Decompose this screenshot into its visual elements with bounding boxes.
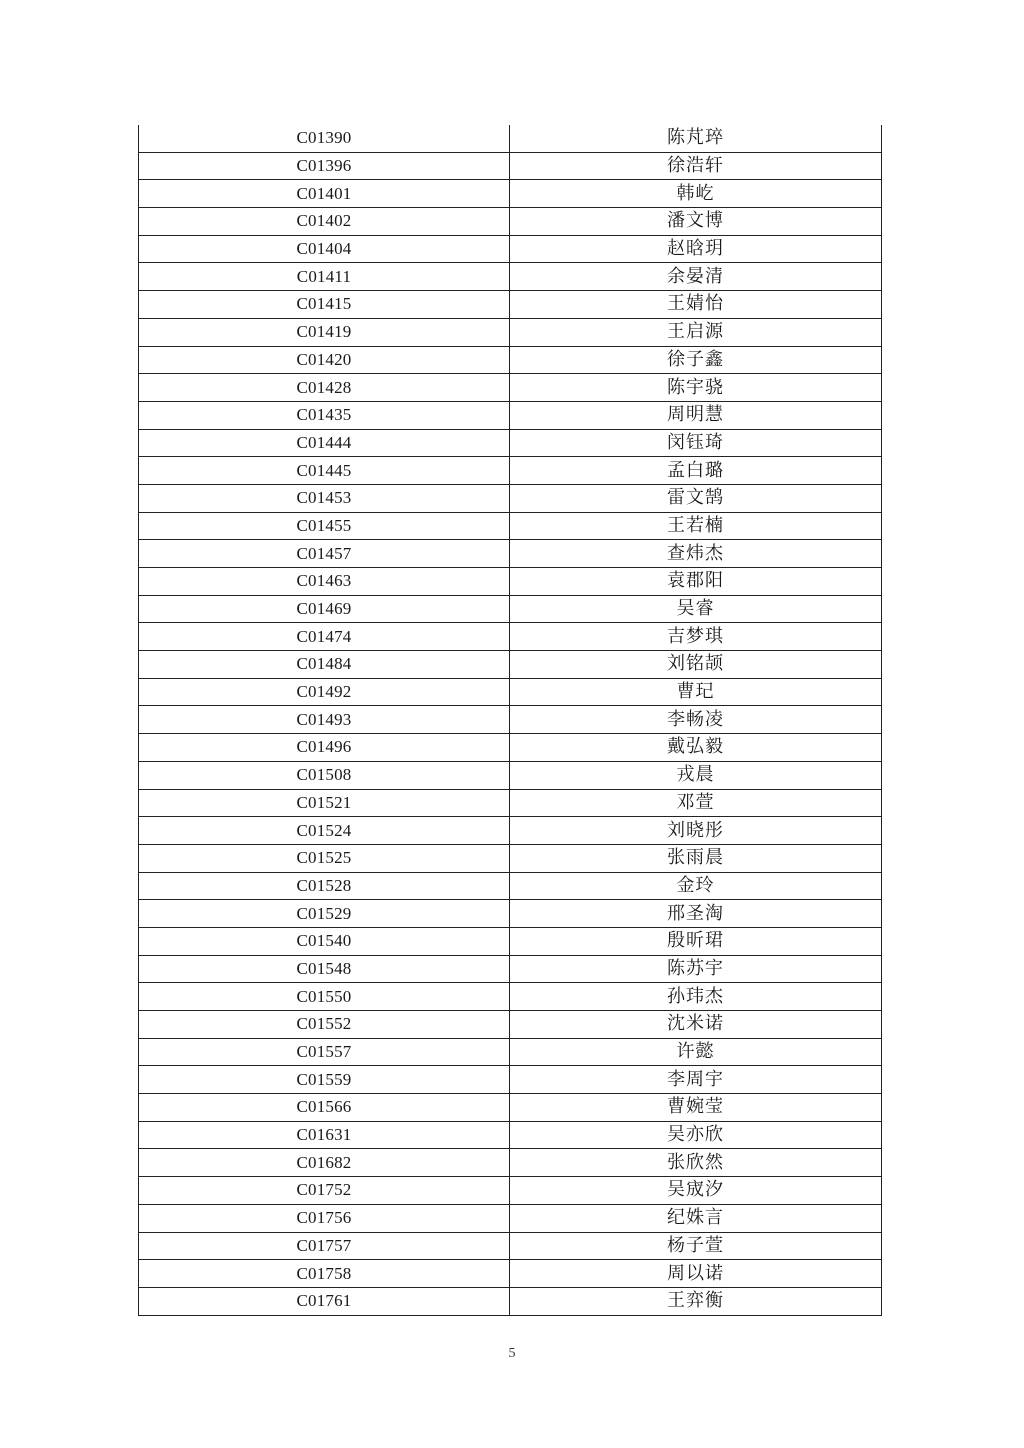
candidate-id-cell: C01496 <box>139 734 510 762</box>
roster-table-body <box>139 125 882 1315</box>
table-row <box>139 706 882 734</box>
candidate-name-cell: 许懿 <box>510 1038 882 1066</box>
candidate-name-cell: 金玲 <box>510 872 882 900</box>
table-row <box>139 346 882 374</box>
candidate-id-cell: C01529 <box>139 900 510 928</box>
candidate-name-cell: 陈芃琗 <box>510 125 882 152</box>
table-row <box>139 540 882 568</box>
table-row <box>139 651 882 679</box>
table-row <box>139 152 882 180</box>
candidate-id-cell: C01492 <box>139 678 510 706</box>
candidate-name-cell: 吴宬汐 <box>510 1177 882 1205</box>
candidate-name-cell: 邓萱 <box>510 789 882 817</box>
table-row <box>139 1232 882 1260</box>
candidate-name-cell: 周以诺 <box>510 1260 882 1288</box>
candidate-name-cell: 曹婉莹 <box>510 1094 882 1122</box>
candidate-id-cell: C01463 <box>139 568 510 596</box>
candidate-name-cell: 杨子萱 <box>510 1232 882 1260</box>
table-row <box>139 1149 882 1177</box>
candidate-name-cell: 孟白璐 <box>510 457 882 485</box>
candidate-name-cell: 李畅凌 <box>510 706 882 734</box>
candidate-id-cell: C01521 <box>139 789 510 817</box>
candidate-name-cell: 周明慧 <box>510 401 882 429</box>
candidate-id-cell: C01631 <box>139 1121 510 1149</box>
table-row <box>139 429 882 457</box>
table-row <box>139 1287 882 1315</box>
candidate-id-cell: C01390 <box>139 125 510 152</box>
table-row <box>139 318 882 346</box>
candidate-name-cell: 陈宇骁 <box>510 374 882 402</box>
table-row <box>139 595 882 623</box>
candidate-id-cell: C01757 <box>139 1232 510 1260</box>
page-number: 5 <box>508 1346 516 1361</box>
candidate-id-cell: C01525 <box>139 844 510 872</box>
candidate-id-cell: C01444 <box>139 429 510 457</box>
candidate-name-cell: 曹玘 <box>510 678 882 706</box>
candidate-id-cell: C01411 <box>139 263 510 291</box>
candidate-name-cell: 韩屹 <box>510 180 882 208</box>
table-row <box>139 457 882 485</box>
candidate-id-cell: C01557 <box>139 1038 510 1066</box>
candidate-id-cell: C01419 <box>139 318 510 346</box>
candidate-name-cell: 戴弘毅 <box>510 734 882 762</box>
candidate-id-cell: C01566 <box>139 1094 510 1122</box>
table-row <box>139 374 882 402</box>
candidate-id-cell: C01552 <box>139 1011 510 1039</box>
table-row <box>139 844 882 872</box>
candidate-name-cell: 张雨晨 <box>510 844 882 872</box>
candidate-name-cell: 吴睿 <box>510 595 882 623</box>
table-row <box>139 761 882 789</box>
table-row <box>139 125 882 152</box>
table-row <box>139 900 882 928</box>
candidate-name-cell: 张欣然 <box>510 1149 882 1177</box>
candidate-name-cell: 戎晨 <box>510 761 882 789</box>
candidate-name-cell: 王婧怡 <box>510 291 882 319</box>
candidate-id-cell: C01540 <box>139 927 510 955</box>
table-row <box>139 983 882 1011</box>
table-row <box>139 235 882 263</box>
candidate-name-cell: 刘晓彤 <box>510 817 882 845</box>
candidate-id-cell: C01401 <box>139 180 510 208</box>
candidate-name-cell: 余晏清 <box>510 263 882 291</box>
candidate-name-cell: 殷昕珺 <box>510 927 882 955</box>
table-row <box>139 927 882 955</box>
candidate-name-cell: 王若楠 <box>510 512 882 540</box>
candidate-id-cell: C01559 <box>139 1066 510 1094</box>
candidate-id-cell: C01415 <box>139 291 510 319</box>
candidate-name-cell: 吉梦琪 <box>510 623 882 651</box>
candidate-id-cell: C01758 <box>139 1260 510 1288</box>
table-row <box>139 401 882 429</box>
candidate-id-cell: C01508 <box>139 761 510 789</box>
candidate-id-cell: C01455 <box>139 512 510 540</box>
table-row <box>139 263 882 291</box>
candidate-id-cell: C01528 <box>139 872 510 900</box>
candidate-id-cell: C01396 <box>139 152 510 180</box>
candidate-name-cell: 潘文博 <box>510 208 882 236</box>
table-row <box>139 678 882 706</box>
table-row <box>139 1121 882 1149</box>
candidate-name-cell: 刘铭颉 <box>510 651 882 679</box>
table-row <box>139 291 882 319</box>
table-row <box>139 208 882 236</box>
candidate-id-cell: C01550 <box>139 983 510 1011</box>
candidate-id-cell: C01752 <box>139 1177 510 1205</box>
candidate-id-cell: C01420 <box>139 346 510 374</box>
table-row <box>139 1204 882 1232</box>
candidate-id-cell: C01761 <box>139 1287 510 1315</box>
candidate-name-cell: 王启源 <box>510 318 882 346</box>
candidate-id-cell: C01404 <box>139 235 510 263</box>
candidate-id-cell: C01453 <box>139 484 510 512</box>
candidate-id-cell: C01682 <box>139 1149 510 1177</box>
table-row <box>139 1066 882 1094</box>
table-row <box>139 1038 882 1066</box>
table-row <box>139 1094 882 1122</box>
candidate-name-cell: 查炜杰 <box>510 540 882 568</box>
candidate-id-cell: C01756 <box>139 1204 510 1232</box>
table-row <box>139 789 882 817</box>
table-row <box>139 1177 882 1205</box>
candidate-name-cell: 吴亦欣 <box>510 1121 882 1149</box>
candidate-name-cell: 袁郡阳 <box>510 568 882 596</box>
candidate-name-cell: 闵钰琦 <box>510 429 882 457</box>
table-row <box>139 568 882 596</box>
table-row <box>139 180 882 208</box>
candidate-name-cell: 徐浩轩 <box>510 152 882 180</box>
candidate-id-cell: C01484 <box>139 651 510 679</box>
candidate-id-cell: C01435 <box>139 401 510 429</box>
candidate-name-cell: 李周宇 <box>510 1066 882 1094</box>
table-row <box>139 623 882 651</box>
candidate-name-cell: 徐子鑫 <box>510 346 882 374</box>
candidate-id-cell: C01474 <box>139 623 510 651</box>
candidate-id-cell: C01457 <box>139 540 510 568</box>
table-row <box>139 734 882 762</box>
candidate-id-cell: C01524 <box>139 817 510 845</box>
roster-table <box>138 125 882 1316</box>
candidate-name-cell: 王弈衡 <box>510 1287 882 1315</box>
candidate-id-cell: C01445 <box>139 457 510 485</box>
candidate-name-cell: 邢圣淘 <box>510 900 882 928</box>
candidate-id-cell: C01469 <box>139 595 510 623</box>
candidate-id-cell: C01428 <box>139 374 510 402</box>
table-row <box>139 955 882 983</box>
roster-table-container <box>138 125 879 1316</box>
candidate-id-cell: C01402 <box>139 208 510 236</box>
candidate-name-cell: 纪姝言 <box>510 1204 882 1232</box>
candidate-id-cell: C01548 <box>139 955 510 983</box>
candidate-name-cell: 雷文鹄 <box>510 484 882 512</box>
candidate-name-cell: 赵晗玥 <box>510 235 882 263</box>
candidate-id-cell: C01493 <box>139 706 510 734</box>
candidate-name-cell: 沈米诺 <box>510 1011 882 1039</box>
table-row <box>139 817 882 845</box>
table-row <box>139 512 882 540</box>
table-row <box>139 1011 882 1039</box>
candidate-name-cell: 陈苏宇 <box>510 955 882 983</box>
table-row <box>139 872 882 900</box>
table-row <box>139 1260 882 1288</box>
candidate-name-cell: 孙玮杰 <box>510 983 882 1011</box>
table-row <box>139 484 882 512</box>
